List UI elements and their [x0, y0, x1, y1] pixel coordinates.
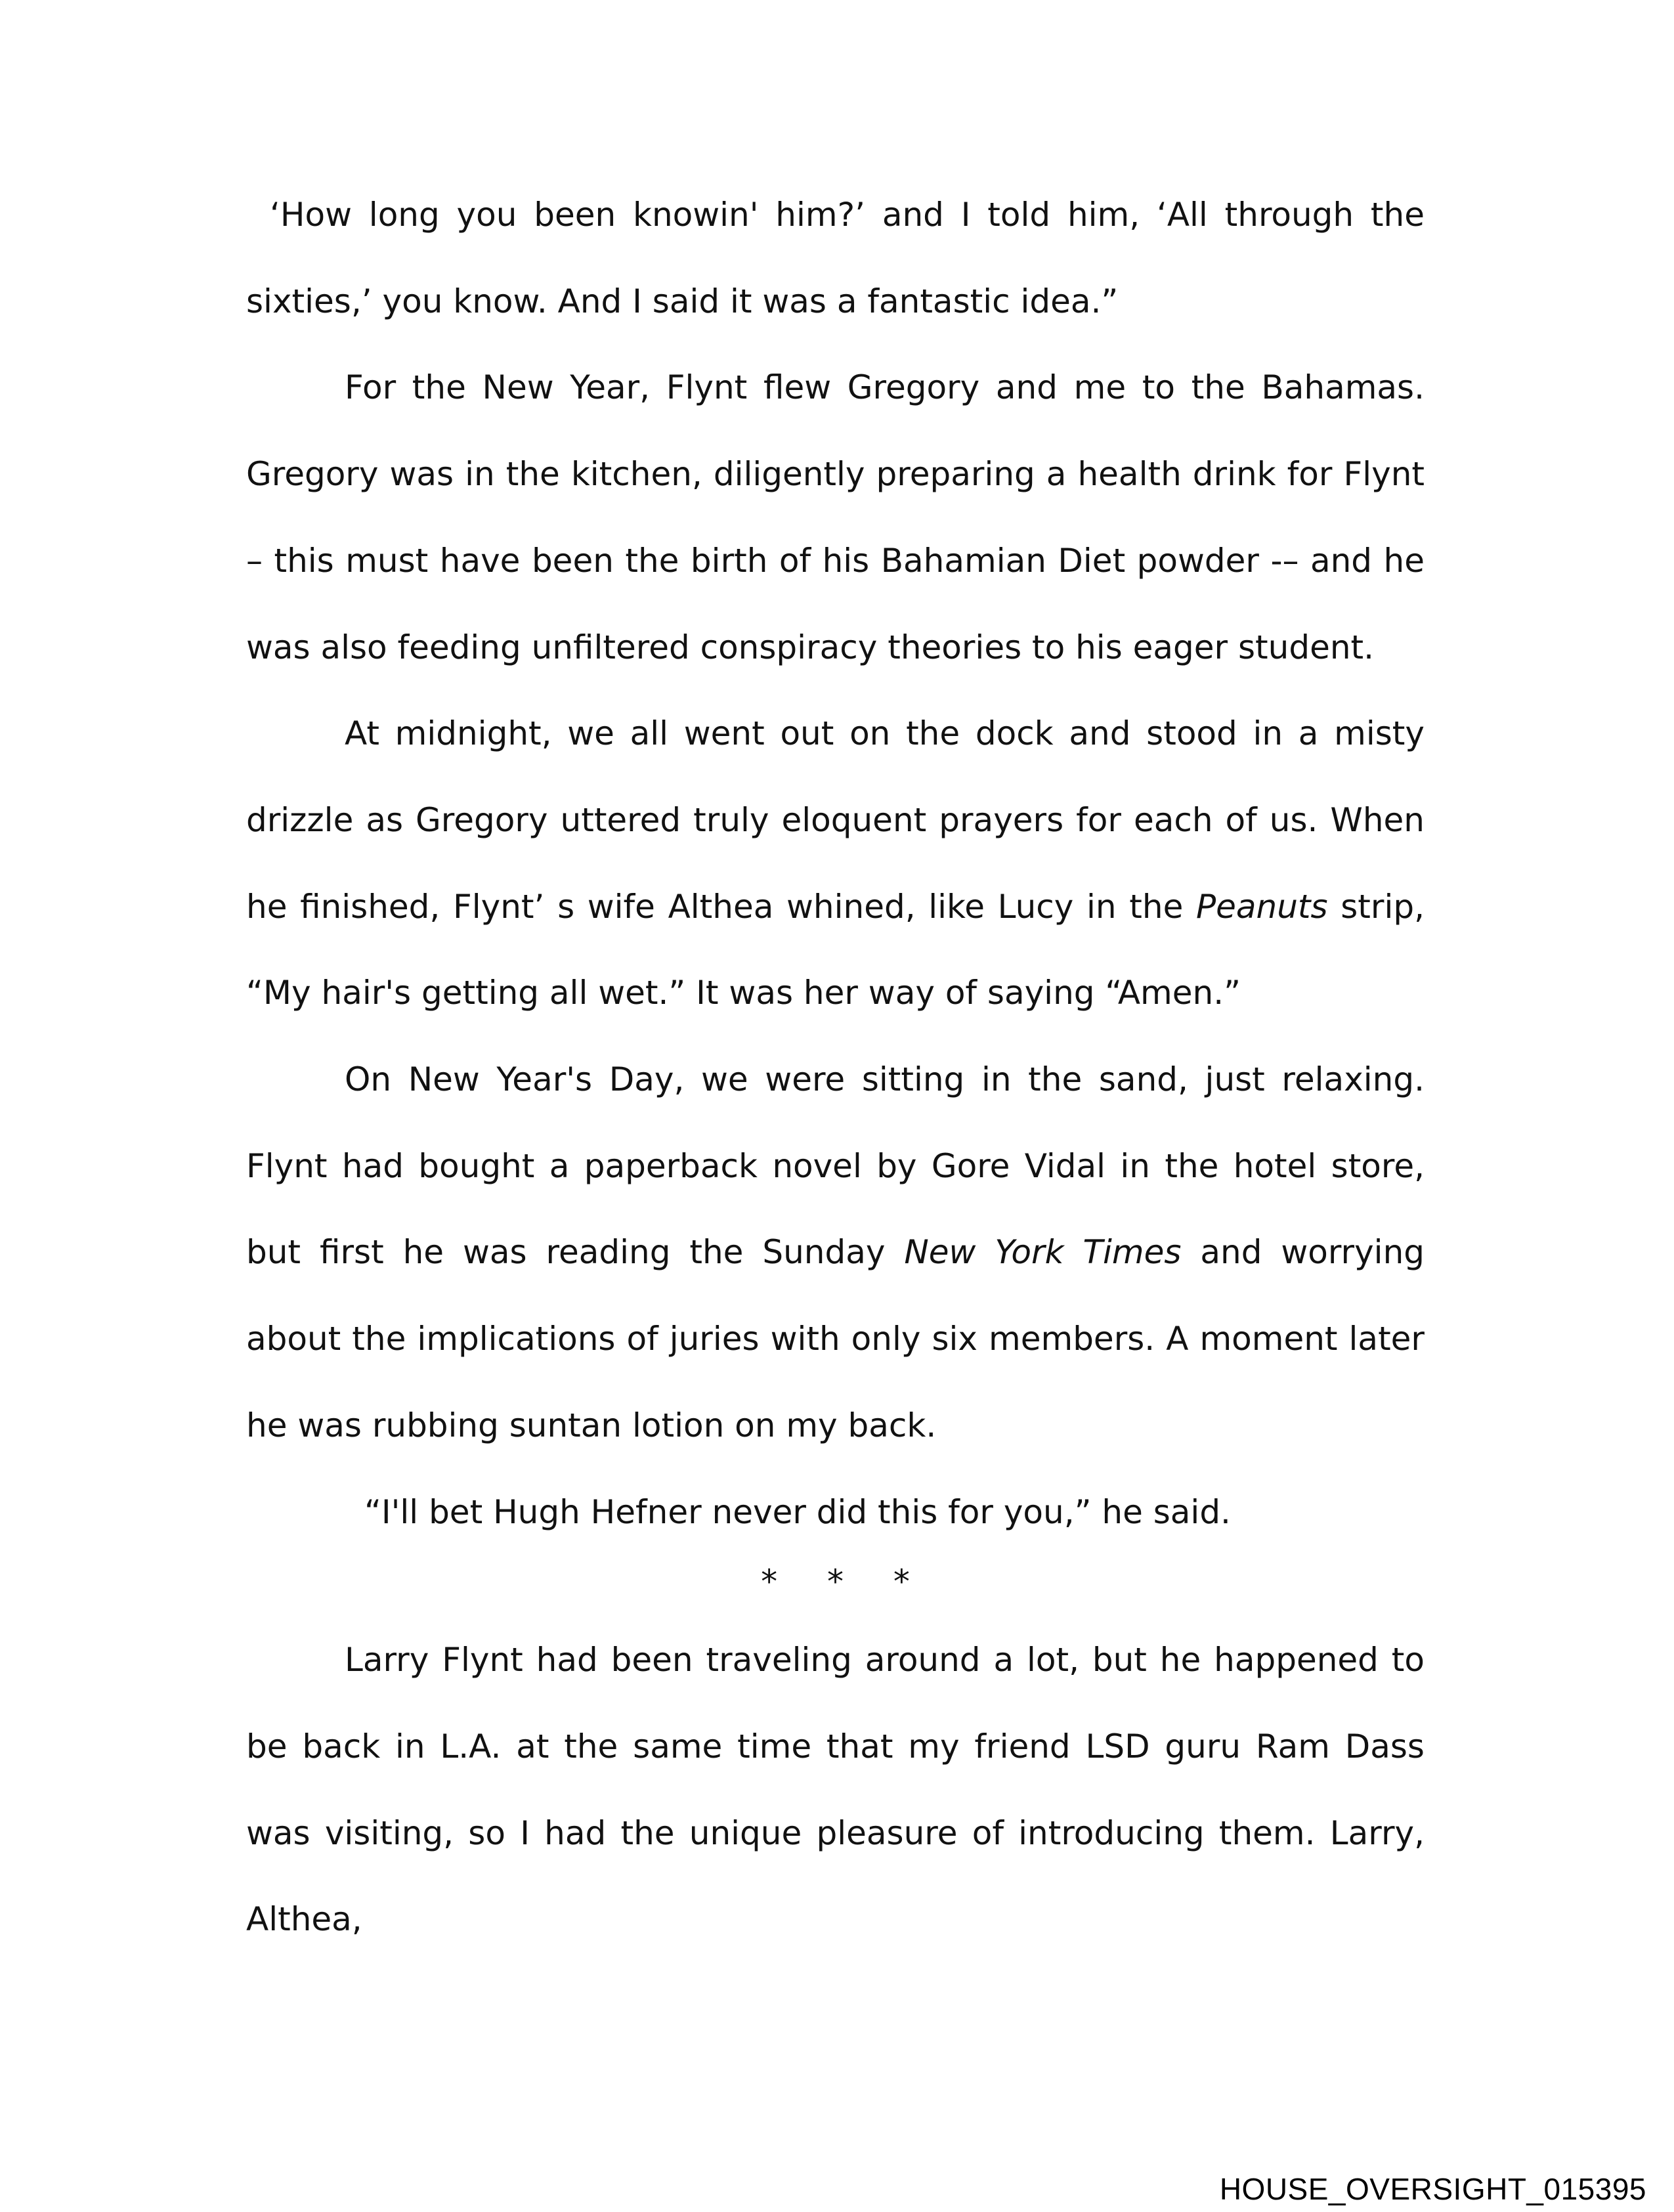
section-separator: * * *	[761, 1563, 930, 1601]
paragraph-2: For the New Year, Flynt flew Gregory and me to the Bahamas. Gregory was in the kitchen, diligently preparing a health drink for Flynt – this must have been the birth of his Bahamian Diet powder -– and he was also feeding unfiltered conspiracy theories to his eager student.	[246, 368, 1425, 666]
paragraph-6: Larry Flynt had been traveling around a lot, but he happened to be back in L.A. at the same time that my friend LSD guru Ram Dass was visiting, so I had the unique pleasure of introducing them. Larry, Althea,	[246, 1641, 1425, 1939]
paragraph-4-text-b: and worrying about the implications of juries with only six members. A moment later he was rubbing suntan lotion on my back.	[246, 1233, 1425, 1444]
paragraph-3	[246, 691, 1425, 1037]
paragraph-4	[246, 1037, 1425, 1469]
document-body	[246, 172, 1425, 1963]
paragraph-3-text-a: At midnight, we all went out on the dock and stood in a misty drizzle as Gregory uttered truly eloquent prayers for each of us. When he finished, Flynt’ s wife Althea whined, like Lucy in the	[246, 714, 1425, 926]
paragraph-3-text-b: strip, “My hair's getting all wet.” It was her way of saying “Amen.”	[246, 887, 1425, 1012]
paragraph-1: ‘How long you been knowin' him?’ and I told him, ‘All through the sixties,’ you know. And I said it was a fantastic idea.”	[246, 196, 1425, 320]
paragraph-5: “I'll bet Hugh Hefner never did this for you,” he said.	[364, 1492, 1231, 1531]
italic-title-new-york-times: New York Times	[904, 1233, 1182, 1272]
bates-number: HOUSE_OVERSIGHT_015395	[1219, 2172, 1646, 2206]
italic-title-peanuts: Peanuts	[1196, 887, 1328, 926]
paragraph-4-text-a: On New Year's Day, we were sitting in the sand, just relaxing. Flynt had bought a paperback novel by Gore Vidal in the hotel store, but first he was reading the Sunday	[246, 1060, 1425, 1272]
